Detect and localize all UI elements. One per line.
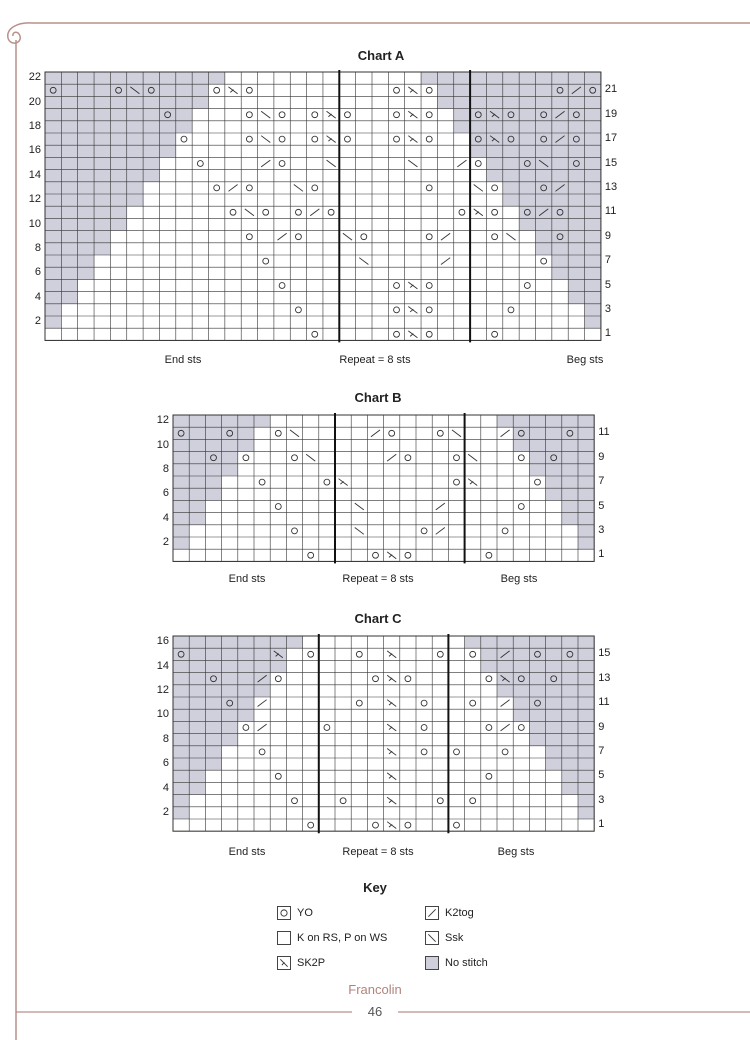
- yo-stitch-symbol: [470, 700, 476, 706]
- chart-a-row-number-left: 14: [28, 168, 41, 181]
- chart-c-row-number-right: 11: [598, 696, 610, 709]
- chart-c-no-stitch-right-row: [578, 807, 594, 819]
- chart-c-row-number-left: 16: [156, 635, 169, 648]
- chart-a-row-number-left: 16: [28, 144, 41, 157]
- chart-a-row-number-right: 19: [604, 107, 618, 120]
- key-label-ssk: Ssk: [445, 932, 464, 944]
- yo-stitch-symbol: [373, 676, 379, 682]
- chart-c-row-number-left: 8: [162, 732, 169, 745]
- yo-stitch-symbol: [518, 725, 524, 731]
- chart-a-row-number-left: 20: [28, 95, 41, 108]
- chart-a-row-number-left: 2: [34, 315, 41, 328]
- chart-a-row-number-left: 10: [28, 217, 41, 230]
- chart-a-row-number-right: 21: [604, 83, 618, 96]
- sk2p-stitch-symbol: [387, 724, 396, 731]
- yo-stitch-symbol: [454, 822, 460, 828]
- chart-a-row-number-right: 11: [604, 205, 617, 218]
- chart-b-row-number-right: 3: [598, 523, 605, 536]
- chart-c-no-stitch-left-row: [173, 648, 286, 660]
- k2tog-stitch-symbol: [258, 700, 267, 707]
- chart-c-no-stitch-left-row: [173, 709, 254, 721]
- ssk-symbol-icon: [425, 931, 439, 945]
- chart-c-row-number-left: 10: [156, 708, 169, 721]
- sk2p-stitch-symbol: [387, 675, 396, 682]
- chart-c-no-stitch-left-row: [173, 746, 222, 758]
- chart-c-row-number-right: 13: [598, 671, 611, 684]
- chart-b-row-number-right: 11: [598, 426, 610, 439]
- yo-stitch-symbol: [470, 651, 476, 657]
- chart-b-row-number-left: 4: [162, 511, 169, 524]
- k2tog-stitch-symbol: [501, 700, 510, 707]
- page-number: 46: [367, 1004, 383, 1019]
- yo-symbol-icon: [277, 906, 291, 920]
- chart-a-end-label: End sts: [164, 354, 202, 366]
- sk2p-stitch-symbol: [387, 822, 396, 829]
- chart-c-row-number-left: 4: [162, 781, 169, 794]
- key-label-sk2p: SK2P: [297, 957, 326, 969]
- yo-stitch-symbol: [356, 700, 362, 706]
- yo-stitch-symbol: [405, 822, 411, 828]
- yo-stitch-symbol: [437, 798, 443, 804]
- chart-a-beg-label: Beg sts: [566, 354, 604, 366]
- chart-a-row-number-left: 6: [34, 266, 41, 279]
- chart-a-row-number-right: 17: [604, 132, 618, 145]
- chart-a-row-number-right: 5: [604, 278, 612, 291]
- k2tog-symbol-icon: [425, 906, 439, 920]
- yo-stitch-symbol: [486, 725, 492, 731]
- key-title: Key: [363, 880, 387, 895]
- yo-stitch-symbol: [243, 725, 249, 731]
- footer-title: Francolin: [348, 982, 402, 997]
- chart-b-repeat-label: Repeat = 8 sts: [342, 573, 414, 585]
- chart-a-row-number-left: 12: [28, 193, 41, 206]
- chart-b-row-number-right: 5: [598, 499, 605, 512]
- yo-stitch-symbol: [437, 651, 443, 657]
- chart-c-row-number-right: 1: [598, 818, 605, 831]
- chart-c-no-stitch-right-row: [481, 660, 594, 672]
- chart-c-no-stitch-left-row: [173, 758, 222, 770]
- chart-a-repeat-label: Repeat = 8 sts: [339, 354, 411, 366]
- yo-stitch-symbol: [486, 676, 492, 682]
- chart-b-end-label: End sts: [228, 573, 266, 585]
- yo-stitch-symbol: [421, 725, 427, 731]
- yo-stitch-symbol: [454, 749, 460, 755]
- sk2p-stitch-symbol: [387, 748, 396, 755]
- chart-c-no-stitch-left-row: [173, 807, 189, 819]
- chart-c-no-stitch-right-row: [513, 697, 594, 709]
- chart-c-no-stitch-right-row: [546, 746, 595, 758]
- chart-a-row-number-left: 22: [28, 71, 41, 84]
- chart-c-row-number-left: 12: [156, 683, 169, 696]
- chart-a-row-number-right: 1: [604, 327, 612, 340]
- k2tog-stitch-symbol: [501, 724, 510, 731]
- chart-b-row-number-left: 12: [156, 414, 169, 427]
- yo-stitch-symbol: [275, 773, 281, 779]
- chart-c-no-stitch-left-row: [173, 660, 286, 672]
- chart-c-no-stitch-right-row: [513, 709, 594, 721]
- chart-c-no-stitch-right-row: [546, 758, 595, 770]
- chart-a-row-number-left: 8: [34, 241, 41, 254]
- yo-stitch-symbol: [373, 822, 379, 828]
- yo-stitch-symbol: [421, 749, 427, 755]
- sk2p-stitch-symbol: [387, 773, 396, 780]
- chart-c-no-stitch-left-row: [173, 697, 254, 709]
- key-label-yo: YO: [297, 907, 313, 919]
- chart-b-row-number-left: 10: [156, 438, 169, 451]
- key-label-no-stitch: No stitch: [445, 957, 488, 969]
- chart-c-beg-label: Beg sts: [497, 846, 535, 858]
- chart-c-row-number-right: 5: [598, 769, 605, 782]
- chart-c-end-label: End sts: [228, 846, 266, 858]
- yo-stitch-symbol: [356, 651, 362, 657]
- yo-stitch-symbol: [470, 798, 476, 804]
- yo-stitch-symbol: [502, 749, 508, 755]
- chart-c-row-number-right: 15: [598, 647, 611, 660]
- chart-c-row-number-left: 6: [162, 757, 169, 770]
- sk2p-stitch-symbol: [387, 651, 396, 658]
- chart-c-row-number-left: 2: [162, 805, 169, 818]
- chart-a-title: Chart A: [357, 48, 405, 63]
- key-label-k2tog: K2tog: [445, 907, 474, 919]
- key-label-knit: K on RS, P on WS: [297, 932, 388, 944]
- chart-c-no-stitch-right-row: [481, 648, 594, 660]
- chart-c-no-stitch-left-row: [173, 795, 189, 807]
- chart-b-row-number-right: 1: [598, 548, 605, 561]
- chart-a-row-number-right: 15: [604, 156, 618, 169]
- chart-b-row-number-left: 8: [162, 462, 169, 475]
- yo-stitch-symbol: [259, 749, 265, 755]
- chart-c-row-number-right: 7: [598, 744, 605, 757]
- chart-b-row-number-left: 2: [162, 536, 169, 549]
- yo-stitch-symbol: [308, 822, 314, 828]
- yo-stitch-symbol: [421, 700, 427, 706]
- knit-symbol-icon: [277, 931, 291, 945]
- chart-b-title: Chart B: [354, 390, 402, 405]
- yo-stitch-symbol: [405, 676, 411, 682]
- chart-b-row-number-left: 6: [162, 487, 169, 500]
- chart-b-beg-label: Beg sts: [500, 573, 538, 585]
- yo-stitch-symbol: [486, 773, 492, 779]
- chart-a-row-number-left: 18: [28, 119, 41, 132]
- chart-c-row-number-right: 9: [598, 720, 605, 733]
- chart-c-no-stitch-right-row: [578, 795, 594, 807]
- chart-a-row-number-left: 4: [34, 290, 41, 303]
- k2tog-stitch-symbol: [258, 724, 267, 731]
- chart-b-row-number-right: 9: [598, 450, 605, 463]
- yo-stitch-symbol: [340, 798, 346, 804]
- chart-a-row-number-right: 13: [604, 180, 618, 193]
- no-stitch-symbol-icon: [425, 956, 439, 970]
- sk2p-symbol-icon: [277, 956, 291, 970]
- chart-c-repeat-label: Repeat = 8 sts: [342, 846, 414, 858]
- chart-b-row-number-right: 7: [598, 475, 605, 488]
- sk2p-stitch-symbol: [387, 797, 396, 804]
- sk2p-stitch-symbol: [387, 700, 396, 707]
- chart-a-row-number-right: 9: [604, 229, 612, 242]
- chart-a-row-number-right: 7: [604, 254, 612, 267]
- yo-stitch-symbol: [324, 725, 330, 731]
- chart-c-row-number-right: 3: [598, 793, 605, 806]
- yo-stitch-symbol: [308, 651, 314, 657]
- chart-c-title: Chart C: [354, 611, 402, 626]
- chart-a-row-number-right: 3: [604, 302, 612, 315]
- yo-stitch-symbol: [275, 676, 281, 682]
- chart-c-row-number-left: 14: [156, 659, 169, 672]
- yo-stitch-symbol: [292, 798, 298, 804]
